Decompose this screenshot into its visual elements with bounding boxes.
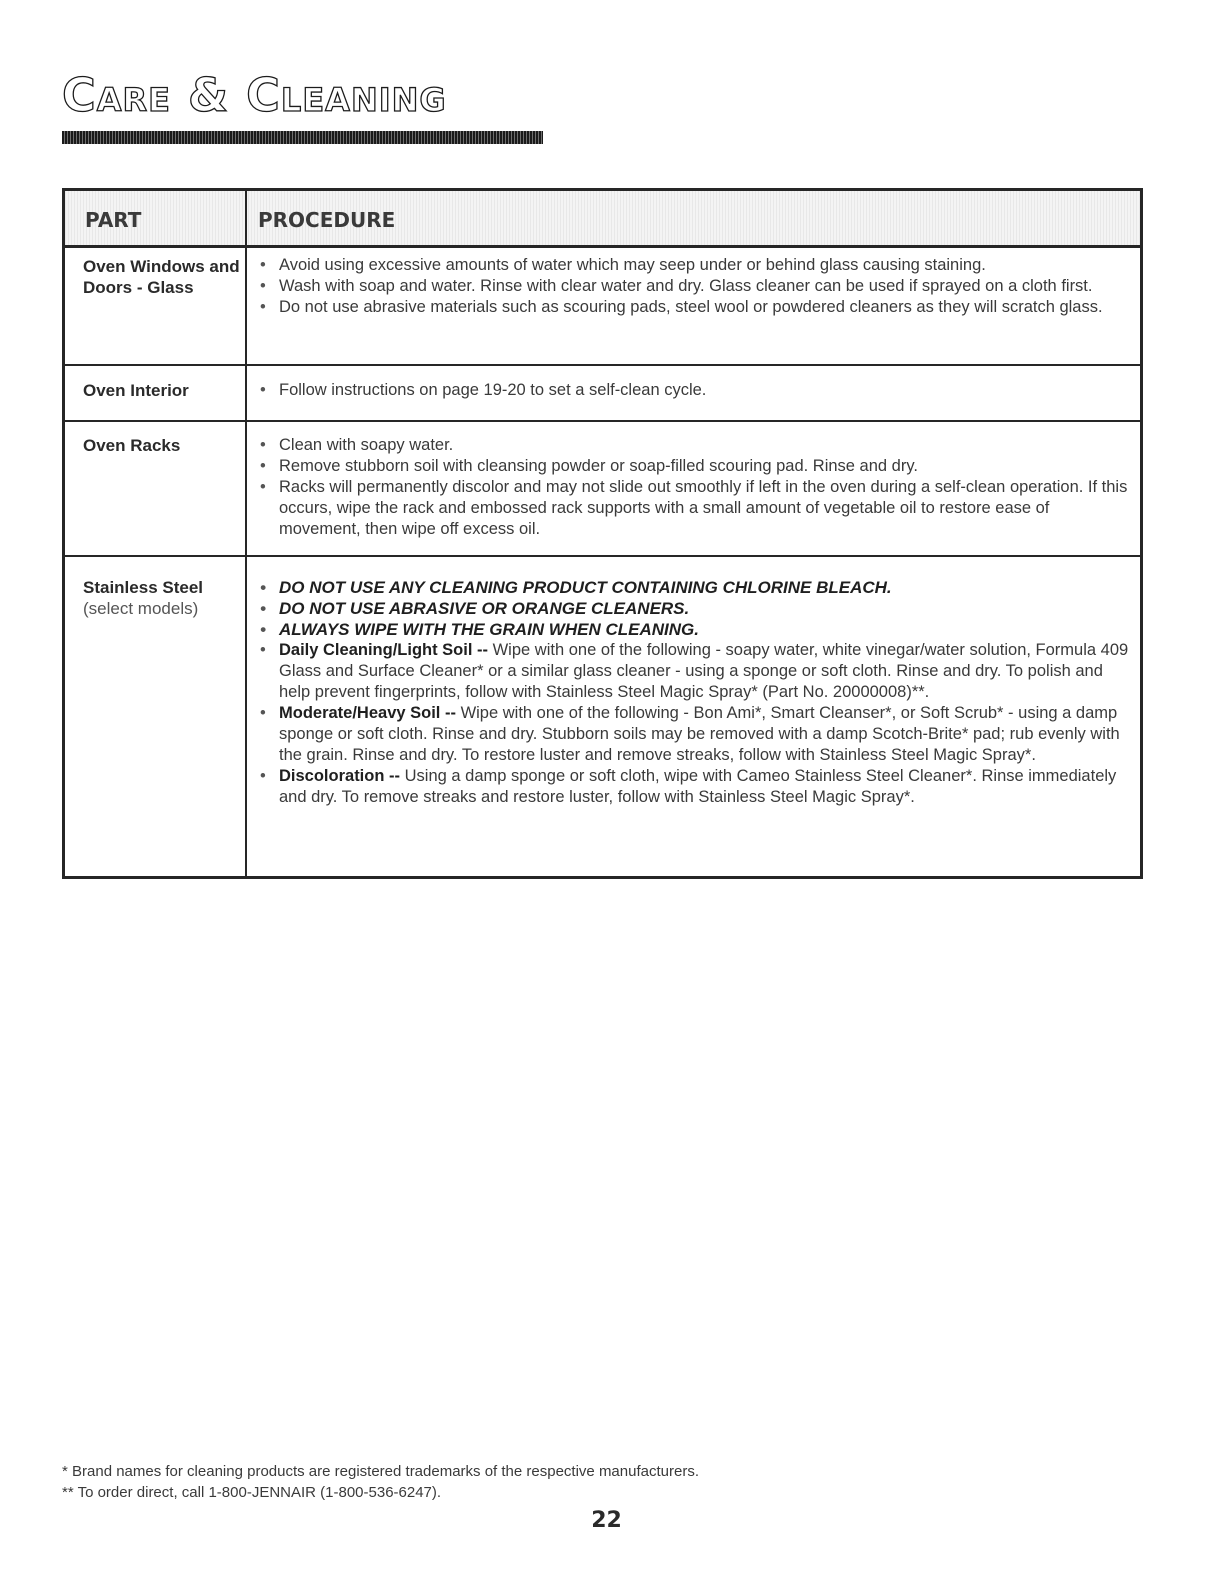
procedure-cell — [247, 422, 1140, 555]
procedure-item: • Avoid using excessive amounts of water which may seep under or behind glass causing staining. — [257, 255, 1132, 276]
part-name: Oven Windows and Doors - Glass — [83, 257, 240, 297]
procedure-item: • Clean with soapy water. — [257, 435, 1132, 456]
procedure-item — [257, 640, 1132, 703]
procedure-cell — [247, 366, 1140, 420]
part-cell — [65, 557, 247, 876]
procedure-item — [257, 766, 1132, 808]
table-row-oven-windows — [65, 248, 1140, 366]
table-row-oven-racks — [65, 422, 1140, 557]
part-cell — [65, 366, 247, 420]
part-cell — [65, 248, 247, 364]
title-underline — [62, 131, 543, 144]
page-number: 22 — [591, 1508, 622, 1533]
footnote-trademarks: * Brand names for cleaning products are registered trademarks of the respective manufacturers. — [62, 1463, 699, 1480]
item-lead: Moderate/Heavy Soil -- — [279, 704, 456, 722]
item-lead: Discoloration -- — [279, 767, 401, 785]
procedure-item: • Racks will permanently discolor and may not slide out smoothly if left in the oven during a self-clean operation. If this occurs, wipe the rack and embossed rack supports with a small amount of vegetable oil to restore ease of movement, then wipe off excess oil. — [257, 477, 1132, 540]
part-subtitle: (select models) — [83, 599, 199, 618]
footnotes — [62, 1461, 699, 1503]
item-text: Wipe with one of the following - soapy water, white vinegar/water solution, Formula 409 Glass and Surface Cleaner* or a similar glass cleaner - using a sponge or soft cloth. Rinse and dry. To polish and help prevent fingerprints, follow with Stainless Steel Magic Spray* (Part No. 20000008)**. — [279, 641, 1129, 701]
table-row-oven-interior — [65, 366, 1140, 422]
table-row-stainless-steel — [65, 557, 1140, 876]
procedure-cell — [247, 557, 1140, 876]
item-text: Using a damp sponge or soft cloth, wipe with Cameo Stainless Steel Cleaner*. Rinse immediately and dry. To remove streaks and restore luster, follow with Stainless Steel Magic Spray*. — [279, 767, 1117, 806]
procedure-item: • Wash with soap and water. Rinse with clear water and dry. Glass cleaner can be used if sprayed on a cloth first. — [257, 276, 1132, 297]
header-part: PART — [65, 191, 247, 245]
part-cell — [65, 422, 247, 555]
care-cleaning-table — [62, 188, 1143, 879]
warning-item: • DO NOT USE ABRASIVE OR ORANGE CLEANERS. — [257, 598, 1132, 619]
procedure-item: • Follow instructions on page 19-20 to set a self-clean cycle. — [257, 380, 1132, 401]
warning-item: • ALWAYS WIPE WITH THE GRAIN WHEN CLEANING. — [257, 619, 1132, 640]
part-name: Oven Interior — [83, 381, 189, 400]
header-procedure: PROCEDURE — [258, 208, 396, 232]
procedure-list — [257, 577, 1132, 808]
warning-item: • DO NOT USE ANY CLEANING PRODUCT CONTAINING CHLORINE BLEACH. — [257, 577, 1132, 598]
item-lead: Daily Cleaning/Light Soil -- — [279, 641, 489, 659]
procedure-list — [257, 255, 1132, 318]
procedure-item: • Do not use abrasive materials such as scouring pads, steel wool or powdered cleaners as they will scratch glass. — [257, 297, 1132, 318]
item-text: Wipe with one of the following - Bon Ami*, Smart Cleanser*, or Soft Scrub* - using a damp sponge or soft cloth. Rinse and dry. Stubborn soils may be removed with a damp Scotch-Brite* pad; rub evenly with the grain. Rinse and dry. To restore luster and remove streaks, follow with Stainless Steel Magic Spray*. — [279, 704, 1120, 764]
procedure-list — [257, 380, 1132, 401]
table-header — [65, 191, 1140, 248]
procedure-item: • Remove stubborn soil with cleansing powder or soap-filled scouring pad. Rinse and dry. — [257, 456, 1132, 477]
procedure-list — [257, 435, 1132, 540]
part-name: Stainless Steel — [83, 578, 204, 597]
page-title: Care & Cleaning — [62, 68, 447, 122]
part-name: Oven Racks — [83, 436, 181, 455]
procedure-cell — [247, 248, 1140, 364]
footnote-order: ** To order direct, call 1-800-JENNAIR (1-800-536-6247). — [62, 1484, 442, 1501]
procedure-item — [257, 703, 1132, 766]
